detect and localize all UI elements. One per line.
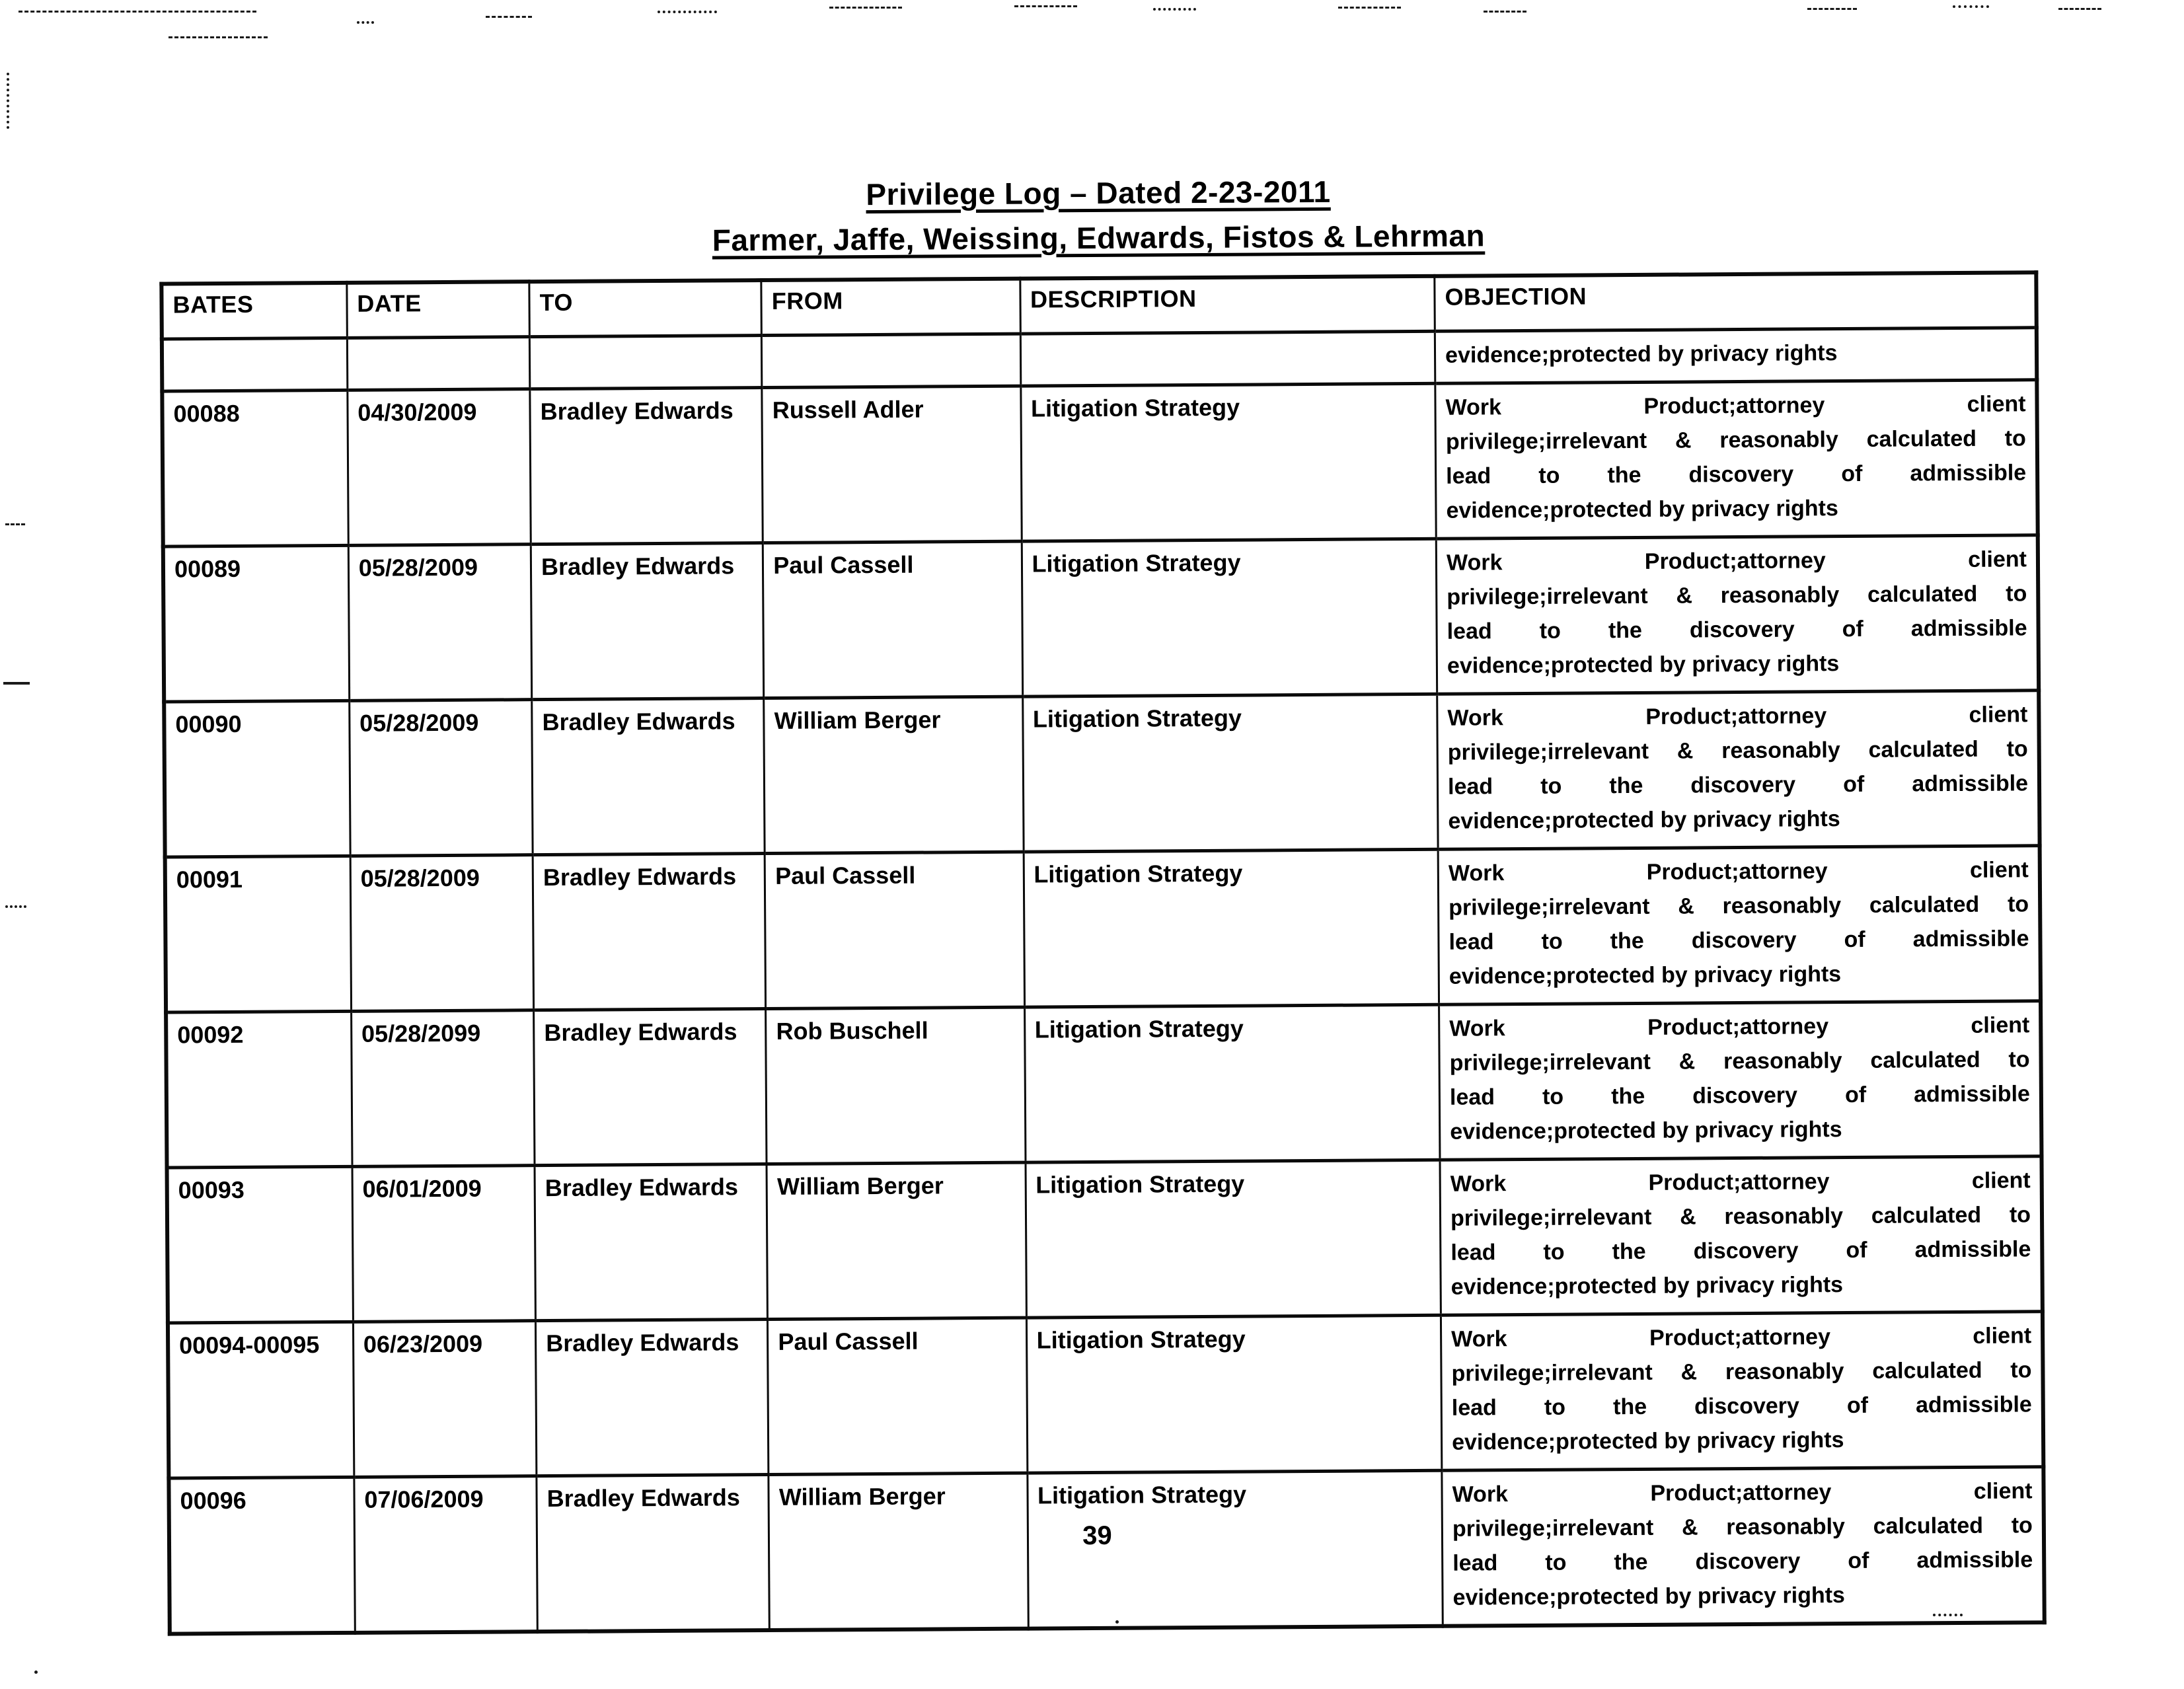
cell-to	[529, 336, 762, 389]
column-header-to: TO	[529, 280, 762, 337]
column-header-from: FROM	[761, 279, 1020, 336]
document-title	[159, 165, 2038, 266]
page-subtitle: Farmer, Jaffe, Weissing, Edwards, Fistos & Lehrman	[712, 218, 1486, 258]
cell-description: Litigation Strategy	[1026, 1315, 1442, 1473]
cell-objection: Work Product;attorney client privilege;irrelevant & reasonably calculated to lead to the discovery of admissible evidence;protected by privacy rights	[1442, 1467, 2045, 1626]
page-title: Privilege Log – Dated 2-23-2011	[866, 174, 1331, 212]
cell-to: Bradley Edwards	[530, 388, 763, 544]
cell-description: Litigation Strategy	[1022, 539, 1437, 696]
cell-to: Bradley Edwards	[531, 543, 764, 700]
cell-from: William Berger	[767, 1162, 1026, 1319]
cell-bates	[162, 338, 348, 391]
cell-objection: Work Product;attorney client privilege;irrelevant & reasonably calculated to lead to the discovery of admissible evidence;protected by privacy rights	[1435, 380, 2038, 539]
cell-bates: 00092	[166, 1011, 352, 1168]
table-row	[167, 1156, 2043, 1323]
column-header-description: DESCRIPTION	[1020, 276, 1435, 334]
cell-from: Paul Cassell	[763, 541, 1023, 698]
cell-from: Russell Adler	[762, 386, 1022, 543]
column-header-objection: OBJECTION	[1435, 272, 2037, 331]
cell-objection: Work Product;attorney client privilege;irrelevant & reasonably calculated to lead to the discovery of admissible evidence;protected by privacy rights	[1437, 691, 2040, 850]
cell-date: 06/01/2009	[352, 1166, 536, 1322]
cell-date: 05/28/2099	[351, 1010, 535, 1167]
cell-date: 04/30/2009	[348, 389, 531, 546]
cell-to: Bradley Edwards	[537, 1475, 770, 1632]
cell-objection: evidence;protected by privacy rights	[1435, 328, 2037, 384]
cell-to: Bradley Edwards	[535, 1164, 768, 1321]
cell-bates: 00090	[164, 700, 350, 857]
cell-objection: Work Product;attorney client privilege;irrelevant & reasonably calculated to lead to the discovery of admissible evidence;protected by privacy rights	[1441, 1312, 2043, 1471]
cell-objection: Work Product;attorney client privilege;irrelevant & reasonably calculated to lead to the discovery of admissible evidence;protected by privacy rights	[1439, 1001, 2042, 1160]
cell-bates: 00096	[169, 1477, 355, 1633]
cell-to: Bradley Edwards	[536, 1320, 769, 1476]
table-row	[165, 846, 2041, 1012]
cell-objection: Work Product;attorney client privilege;irrelevant & reasonably calculated to lead to the discovery of admissible evidence;protected by privacy rights	[1436, 535, 2039, 694]
cell-description: Litigation Strategy	[1022, 694, 1438, 852]
table-row	[164, 691, 2039, 857]
cell-to: Bradley Edwards	[532, 698, 765, 855]
cell-description: Litigation Strategy	[1027, 1470, 1443, 1628]
table-row	[166, 1001, 2041, 1168]
cell-date: 05/28/2009	[350, 855, 534, 1012]
cell-date: 05/28/2009	[349, 700, 533, 856]
column-header-bates: BATES	[161, 283, 347, 339]
table-row	[162, 380, 2037, 546]
cell-bates: 00088	[162, 390, 348, 546]
cell-to: Bradley Edwards	[534, 1009, 767, 1166]
cell-description: Litigation Strategy	[1024, 1004, 1440, 1162]
cell-from	[762, 334, 1021, 387]
cell-bates: 00093	[167, 1166, 354, 1323]
cell-date: 06/23/2009	[353, 1321, 537, 1478]
cell-bates: 00091	[165, 856, 352, 1012]
cell-bates: 00094-00095	[168, 1322, 354, 1478]
cell-from: William Berger	[769, 1473, 1028, 1630]
table-row	[163, 535, 2039, 702]
column-header-date: DATE	[347, 282, 530, 338]
cell-description: Litigation Strategy	[1026, 1160, 1441, 1318]
page-number: 39	[1082, 1520, 1112, 1551]
table-row	[168, 1312, 2043, 1478]
cell-from: William Berger	[764, 696, 1024, 853]
cell-description	[1020, 331, 1435, 386]
cell-bates: 00089	[163, 545, 350, 702]
cell-date: 07/06/2009	[354, 1476, 538, 1633]
cell-from: Paul Cassell	[765, 852, 1024, 1008]
cell-description: Litigation Strategy	[1024, 849, 1439, 1007]
cell-to: Bradley Edwards	[533, 854, 766, 1010]
privilege-log-table	[159, 270, 2046, 1635]
cell-from: Paul Cassell	[768, 1318, 1028, 1474]
cell-date: 05/28/2009	[348, 544, 532, 701]
cell-date	[347, 337, 530, 391]
cell-from: Rob Buschell	[766, 1007, 1026, 1164]
cell-objection: Work Product;attorney client privilege;irrelevant & reasonably calculated to lead to the discovery of admissible evidence;protected by privacy rights	[1440, 1156, 2043, 1316]
cell-description: Litigation Strategy	[1020, 383, 1436, 541]
cell-objection: Work Product;attorney client privilege;irrelevant & reasonably calculated to lead to the discovery of admissible evidence;protected by privacy rights	[1438, 846, 2041, 1005]
